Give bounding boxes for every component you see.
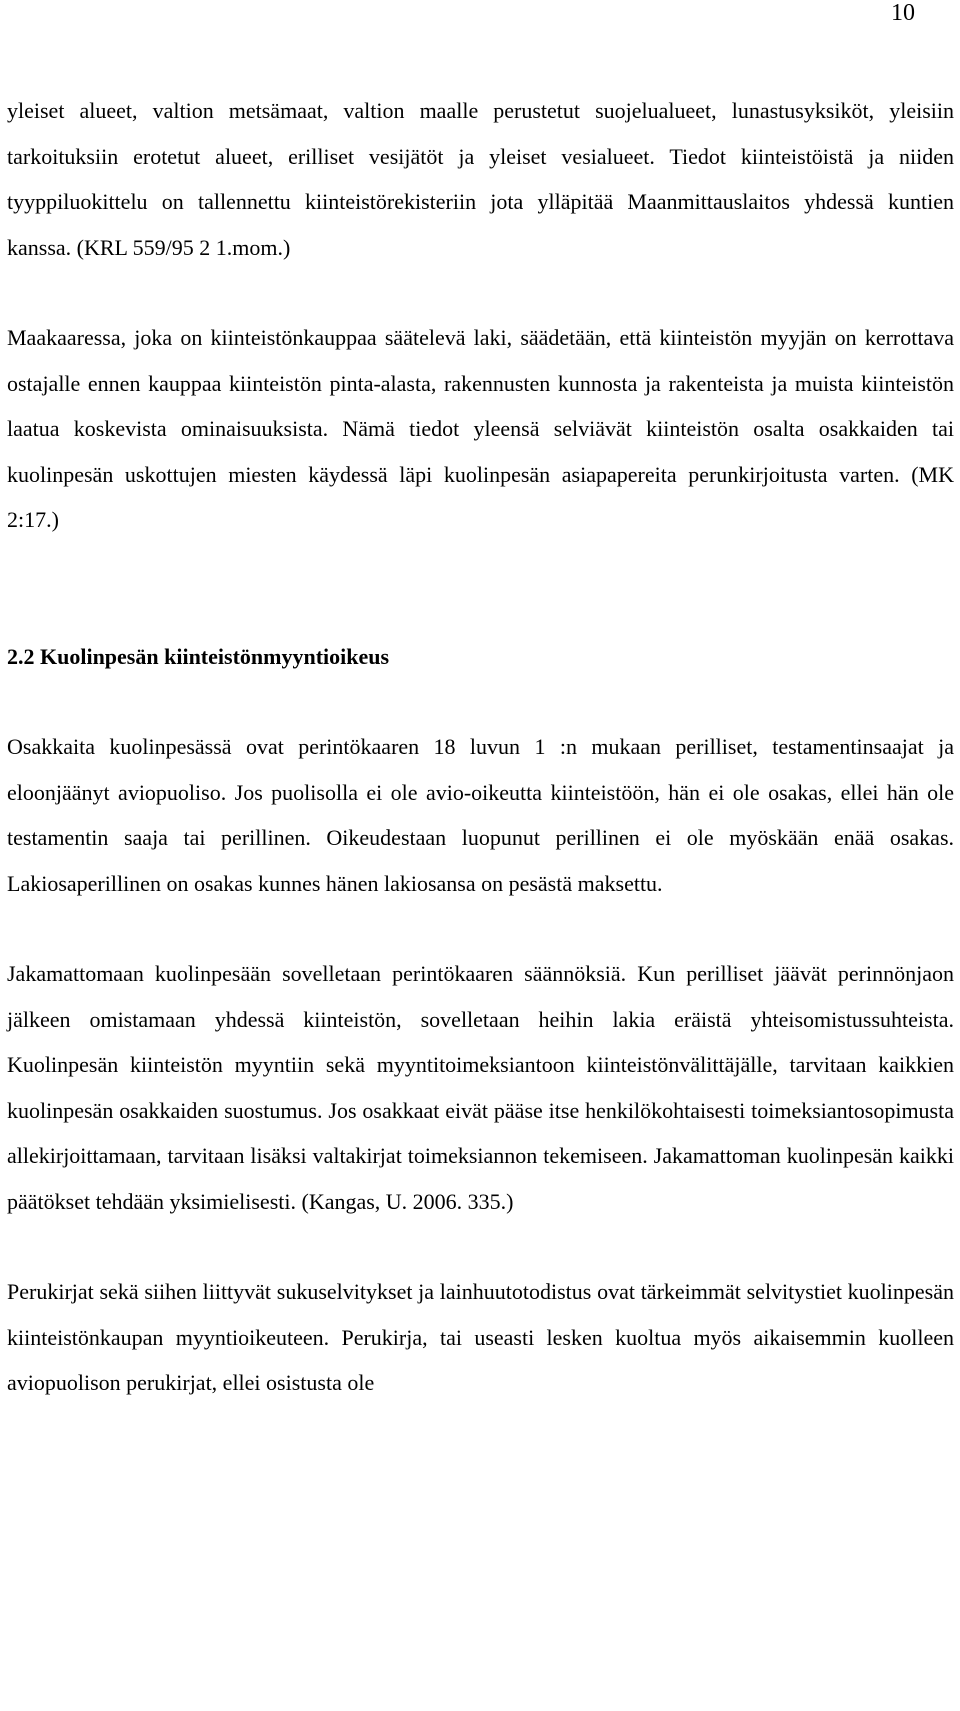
paragraph-estate-inventory: Perukirjat sekä siihen liittyvät sukuselvitykset ja lainhuutotodistus ovat tärkeimmät selvitystiet kuolinpesän kiinteistönkaupan myyntioikeuteen. Perukirja, tai useasti lesken kuoltua myös aikaisemmin kuolleen aviopuolison perukirjat, ellei osistusta ole: [7, 1279, 954, 1395]
paragraph-undivided-estate: Jakamattomaan kuolinpesään sovelletaan perintökaaren säännöksiä. Kun perilliset jäävät perinnönjaon jälkeen omistamaan yhdessä kiinteistön, sovelletaan heihin lakia eräistä yhteisomistussuhteista. Kuolinpesän kiinteistön myyntiin sekä myyntitoimeksiantoon kiinteistönvälittäjälle, tarvitaan kaikkien kuolinpesän osakkaiden suostumus. Jos osakkaat eivät pääse itse henkilökohtaisesti toimeksiantosopimusta allekirjoittamaan, tarvitaan lisäksi valtakirjat toimeksiannon tekemiseen. Jakamattoman kuolinpesän kaikki päätökset tehdään yksimielisesti. (Kangas, U. 2006. 335.): [7, 961, 954, 1214]
document-body: [7, 88, 954, 1406]
page-number: 10: [891, 0, 915, 26]
paragraph-property-types: yleiset alueet, valtion metsämaat, valtion maalle perustetut suojelualueet, lunastusyksiköt, yleisiin tarkoituksiin erotetut alueet, erilliset vesijätöt ja yleiset vesialueet. Tiedot kiinteistöistä ja niiden tyyppiluokittelu on tallennettu kiinteistörekisteriin jota ylläpitää Maanmittauslaitos yhdessä kuntien kanssa. (KRL 559/95 2 1.mom.): [7, 98, 954, 260]
section-heading: 2.2 Kuolinpesän kiinteistönmyyntioikeus: [7, 643, 390, 669]
paragraph-land-code: Maakaaressa, joka on kiinteistönkauppaa säätelevä laki, säädetään, että kiinteistön myyjän on kerrottava ostajalle ennen kauppaa kiinteistön pinta-alasta, rakennusten kunnosta ja rakenteista ja muista kiinteistön laatua koskevista ominaisuuksista. Nämä tiedot yleensä selviävät kiinteistön osalta osakkaiden tai kuolinpesän uskottujen miesten käydessä läpi kuolinpesän asiapapereita perunkirjoitusta varten. (MK 2:17.): [7, 325, 954, 532]
paragraph-estate-shareholders: Osakkaita kuolinpesässä ovat perintökaaren 18 luvun 1 :n mukaan perilliset, testamentinsaajat ja eloonjäänyt aviopuoliso. Jos puolisolla ei ole avio-oikeutta kiinteistöön, hän ei ole osakas, ellei hän ole testamentin saaja tai perillinen. Oikeudestaan luopunut perillinen ei ole myöskään enää osakas. Lakiosaperillinen on osakas kunnes hänen lakiosansa on pesästä maksettu.: [7, 734, 954, 896]
